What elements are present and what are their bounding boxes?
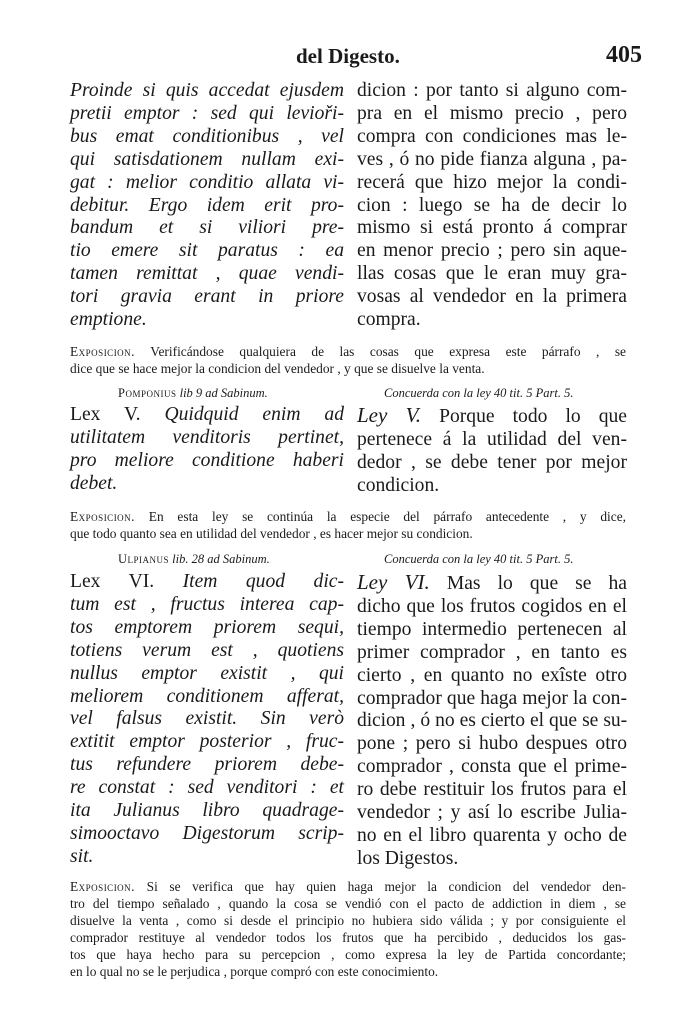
spanish-line	[357, 571, 627, 596]
citation-spanish-lex5: Concuerda con la ley 40 tit. 5 Part. 5.	[384, 386, 574, 400]
spanish-column-lex5	[357, 404, 627, 498]
spanish-line: ro debe restituir los frutos para el	[357, 779, 627, 801]
spanish-line: cion : luego se ha de decir lo	[357, 194, 627, 216]
spanish-line: dedor , se debe tener por mejor	[357, 451, 627, 473]
exposicion-line: tro del tiempo señalado , quando la cosa se vendió con el pacto de addiction in diem , se	[70, 896, 626, 911]
citation-author: Ulpianus	[118, 552, 170, 566]
law-heading: Ley V.	[357, 403, 422, 427]
spanish-line: primer comprador , en tanto es	[357, 641, 627, 663]
exposicion-line	[70, 343, 626, 360]
spanish-line: cierto , en quanto no exîste otro	[357, 664, 627, 686]
latin-line: tio emere sit paratus : ea	[70, 240, 344, 262]
latin-line: extitit emptor posterior , fruc-	[70, 731, 344, 753]
latin-text: Quidquid enim ad	[164, 404, 344, 425]
spanish-line: pra en el mismo precio , pero	[357, 102, 627, 124]
latin-line: bus emat conditionibus , vel	[70, 125, 344, 147]
spanish-line: condicion.	[357, 474, 440, 496]
latin-line: nullus emptor existit , qui	[70, 662, 344, 684]
spanish-line: los Digestos.	[357, 847, 459, 869]
exposicion-line	[70, 525, 626, 542]
latin-line	[70, 404, 344, 427]
latin-line: re constat : sed venditori : et	[70, 777, 344, 799]
latin-column-lex5	[70, 404, 344, 496]
latin-line: utilitatem venditoris pertinet,	[70, 426, 344, 448]
latin-line: debet.	[70, 472, 118, 494]
exposicion-lead: Exposicion.	[70, 344, 136, 359]
exposicion-text: En esta ley se continúa la especie del párrafo antecedente , y dice,	[148, 509, 626, 524]
latin-line: qui satisdationem nullam exi-	[70, 148, 344, 170]
exposicion-text: Si se verifica que hay quien haga mejor la condicion del vendedor den-	[146, 879, 626, 894]
exposicion-2	[70, 508, 626, 542]
exposicion-text: que todo quanto sea en utilidad del vendedor , es hacer mejor su condicion.	[70, 526, 473, 541]
spanish-line: pone ; pero si hubo despues otro	[357, 733, 627, 755]
exposicion-line: en lo qual no se le perjudica , porque compró con este conocimiento.	[70, 964, 439, 979]
law-heading: Lex V.	[70, 404, 141, 425]
spanish-line: vendedor ; y así lo escribe Julia-	[357, 802, 627, 824]
exposicion-line	[70, 508, 626, 525]
latin-line: ita Julianus libro quadrage-	[70, 800, 344, 822]
latin-line: pro meliore conditione haberi	[70, 449, 344, 471]
spanish-line: no en el libro quarenta y ocho de	[357, 824, 627, 846]
spanish-line: en menor precio ; pero sin aque-	[357, 240, 627, 262]
latin-line: tos emptorem priorem sequi,	[70, 616, 344, 638]
latin-line: tamen remittat , quae vendi-	[70, 263, 344, 285]
spanish-line: compra con condiciones mas le-	[357, 125, 627, 147]
spanish-line: mismo si está pronto á comprar	[357, 217, 627, 239]
latin-line: vel falsus existit. Sin verò	[70, 708, 344, 730]
latin-line: pretii emptor : sed qui levioři-	[70, 102, 344, 124]
latin-text: Item quod dic-	[182, 571, 344, 592]
latin-line: Proinde si quis accedat ejusdem	[70, 80, 344, 101]
exposicion-line: comprador restituye al vendedor todos los frutos que ha percibido , deducidos los gas-	[70, 930, 626, 945]
exposicion-line: tos que haya hecho para su percepcion , como expresa la ley de Partida concordante;	[70, 947, 626, 962]
latin-line: tori gravia erant in priore	[70, 286, 344, 308]
exposicion-lead: Exposicion.	[70, 509, 136, 524]
latin-column-continuation	[70, 80, 344, 332]
latin-line: totiens verum est , quotiens	[70, 639, 344, 661]
spanish-line: tiempo intermedio pertenecen al	[357, 618, 627, 640]
exposicion-3	[70, 878, 626, 980]
latin-line: debitur. Ergo idem erit pro-	[70, 194, 344, 216]
spanish-line: ves , ó no pide fianza alguna , pa-	[357, 148, 627, 170]
spanish-column-continuation	[357, 80, 627, 332]
latin-line: emptione.	[70, 309, 147, 331]
running-head	[0, 44, 682, 76]
exposicion-lead: Exposicion.	[70, 879, 136, 894]
spanish-text: Mas lo que se ha	[446, 573, 627, 594]
latin-line: sit.	[70, 845, 94, 867]
spanish-text: Porque todo lo que	[439, 406, 627, 427]
spanish-line: comprador , consta que el prime-	[357, 756, 627, 778]
exposicion-line: disuelve la venta , como si desde el principio no hubiera sido válida ; y por consiguiente el	[70, 913, 626, 928]
spanish-line: llas cosas que le eran muy gra-	[357, 263, 627, 285]
spanish-line: pertenece á la utilidad del ven-	[357, 428, 627, 450]
spanish-line	[357, 404, 627, 429]
exposicion-text: Verificándose qualquiera de las cosas que expresa este párrafo , se	[150, 344, 626, 359]
latin-line: simooctavo Digestorum scrip-	[70, 822, 344, 844]
spanish-line: compra.	[357, 309, 421, 331]
latin-line: bandum et si viliori pre-	[70, 217, 344, 239]
spanish-line: recerá que hizo mejor la condi-	[357, 171, 627, 193]
latin-line	[70, 571, 344, 594]
citation-ref: lib 9 ad Sabinum.	[179, 386, 268, 400]
latin-line: tus refundere priorem debe-	[70, 754, 344, 776]
exposicion-line	[70, 878, 626, 895]
citation-latin-lex5	[118, 386, 268, 401]
exposicion-1	[70, 343, 626, 377]
citation-author: Pomponius	[118, 386, 177, 400]
page-number: 405	[606, 42, 642, 68]
latin-line: gat : melior conditio allata vi-	[70, 171, 344, 193]
spanish-line: dicion , ó no es cierto el que se su-	[357, 710, 627, 732]
spanish-line: dicho que los frutos cogidos en el	[357, 595, 627, 617]
law-heading: Ley VI.	[357, 570, 430, 594]
exposicion-line	[70, 360, 626, 377]
latin-line: tum est , fructus interea cap-	[70, 593, 344, 615]
spanish-line: vosas al vendedor en la primera	[357, 286, 627, 308]
spanish-line: comprador que haga mejor la con-	[357, 687, 627, 709]
citation-latin-lex6	[118, 552, 270, 567]
law-heading: Lex VI.	[70, 571, 155, 592]
latin-line: meliorem conditionem afferat,	[70, 685, 344, 707]
citation-spanish-lex6: Concuerda con la ley 40 tit. 5 Part. 5.	[384, 552, 574, 566]
citation-ref: lib. 28 ad Sabinum.	[172, 552, 270, 566]
running-head-title: del Digesto.	[296, 44, 400, 68]
exposicion-text: dice que se hace mejor la condicion del vendedor , y que se disuelve la venta.	[70, 361, 485, 376]
spanish-line: dicion : por tanto si alguno com-	[357, 80, 627, 101]
latin-column-lex6	[70, 571, 344, 869]
spanish-column-lex6	[357, 571, 627, 871]
